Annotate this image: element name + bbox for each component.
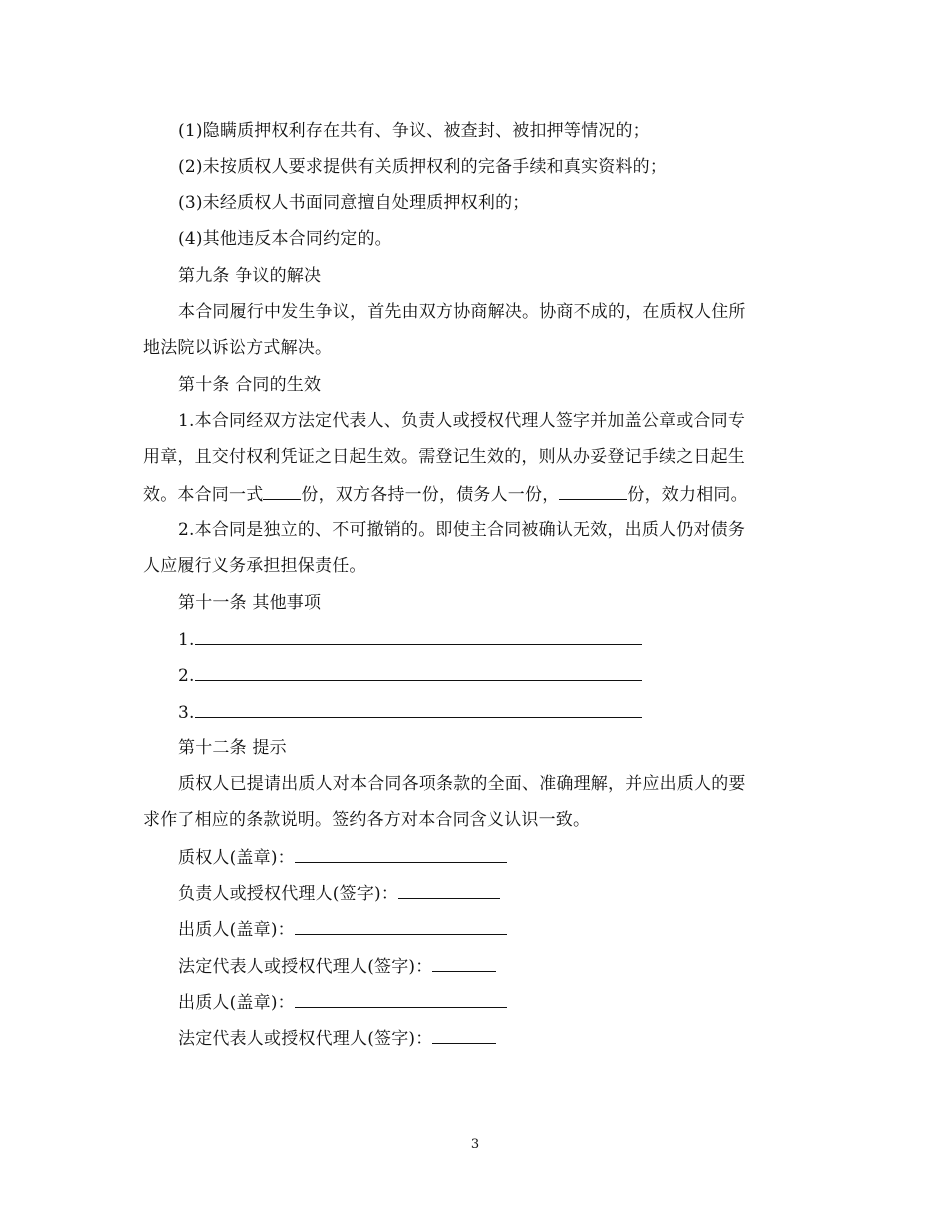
- article-10-item-1-line-1: 1.本合同经双方法定代表人、负责人或授权代理人签字并加盖公章或合同专: [178, 411, 746, 431]
- other-party-blank: [559, 483, 627, 500]
- signature-label: 法定代表人或授权代理人(签字)：: [178, 1029, 433, 1049]
- effect-text-3: 份，效力相同。: [627, 485, 748, 505]
- signature-label: 出质人(盖章)：: [178, 993, 295, 1013]
- signature-blank: [295, 846, 507, 863]
- signature-pledgor-agent: [178, 955, 844, 978]
- item-blank: [195, 701, 642, 718]
- signature-blank: [295, 918, 507, 935]
- article-9-heading: 第九条 争议的解决: [178, 266, 322, 286]
- article-11-item-3: [178, 701, 844, 724]
- clause-8-item-4: (4)其他违反本合同约定的。: [178, 229, 392, 249]
- article-9-text-line-1: 本合同履行中发生争议，首先由双方协商解决。协商不成的，在质权人住所: [178, 302, 746, 322]
- item-blank: [195, 664, 642, 681]
- article-12-text-line-2: 求作了相应的条款说明。签约各方对本合同含义认识一致。: [143, 810, 591, 830]
- clause-8-item-3: (3)未经质权人书面同意擅自处理质押权利的；: [178, 193, 530, 213]
- article-10-item-2-line-2: 人应履行义务承担担保责任。: [143, 556, 367, 576]
- item-number: 1.: [178, 630, 195, 650]
- article-12-text-line-1: 质权人已提请出质人对本合同各项条款的全面、准确理解，并应出质人的要: [178, 774, 746, 794]
- clause-8-item-1: (1)隐瞒质押权利存在共有、争议、被查封、被扣押等情况的；: [178, 121, 650, 141]
- effect-text-2: 份，双方各持一份，债务人一份，: [301, 485, 560, 505]
- signature-pledgor-2-agent: [178, 1027, 844, 1050]
- article-12-heading: 第十二条 提示: [178, 738, 287, 758]
- article-10-item-2-line-1: 2.本合同是独立的、不可撤销的。即使主合同被确认无效，出质人仍对债务: [178, 520, 746, 540]
- article-9-text-line-2: 地法院以诉讼方式解决。: [143, 338, 333, 358]
- item-number: 3.: [178, 703, 195, 723]
- item-number: 2.: [178, 666, 195, 686]
- signature-label: 负责人或授权代理人(签字)：: [178, 884, 399, 904]
- article-11-item-1: [178, 628, 844, 651]
- article-11-heading: 第十一条 其他事项: [178, 593, 322, 613]
- article-10-item-1-line-2: 用章，且交付权利凭证之日起生效。需登记生效的，则从办妥登记手续之日起生: [143, 447, 745, 467]
- item-blank: [195, 628, 642, 645]
- signature-blank: [432, 955, 496, 972]
- copies-blank: [263, 483, 301, 500]
- effect-text-1: 效。本合同一式: [143, 485, 264, 505]
- signature-label: 出质人(盖章)：: [178, 920, 295, 940]
- signature-blank: [295, 991, 507, 1008]
- article-10-heading: 第十条 合同的生效: [178, 375, 322, 395]
- clause-8-item-2: (2)未按质权人要求提供有关质押权利的完备手续和真实资料的；: [178, 157, 668, 177]
- signature-label: 法定代表人或授权代理人(签字)：: [178, 957, 433, 977]
- signature-pledgee-seal: [178, 846, 844, 869]
- signature-pledgor-seal: [178, 918, 844, 941]
- signature-label: 质权人(盖章)：: [178, 848, 295, 868]
- article-10-item-1-line-3: [143, 483, 809, 506]
- signature-blank: [432, 1027, 496, 1044]
- page-number: 3: [470, 1137, 480, 1152]
- article-11-item-2: [178, 664, 844, 687]
- signature-pledgee-agent: [178, 882, 844, 905]
- signature-blank: [398, 882, 500, 899]
- signature-pledgor-2-seal: [178, 991, 844, 1014]
